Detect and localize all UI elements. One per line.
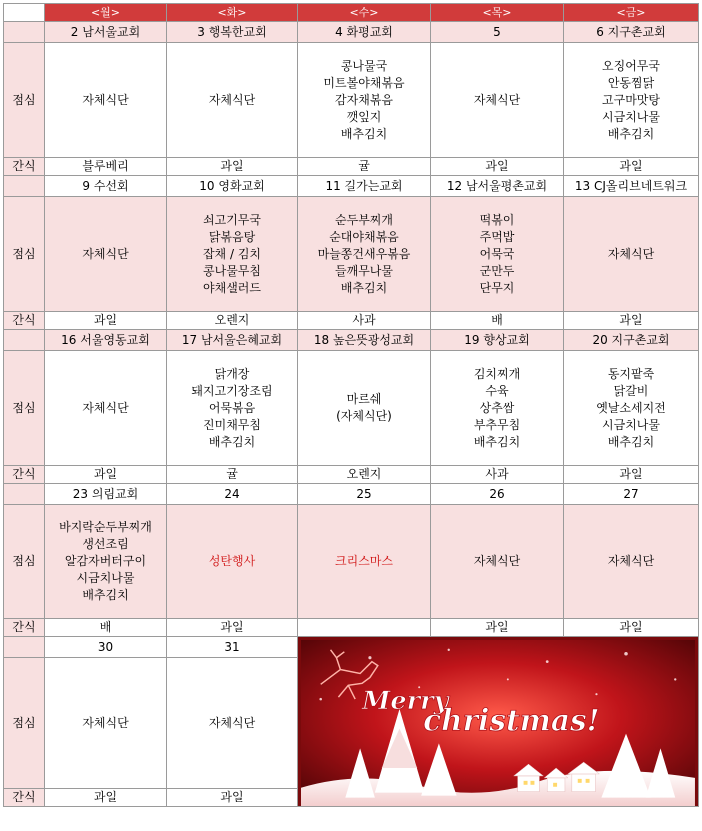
menu-item: 동지팥죽 xyxy=(607,366,655,381)
menu-item: 닭볶음탕 xyxy=(208,229,256,244)
menu-item: 자체식단 xyxy=(82,400,129,415)
date-cell: 6 지구촌교회 xyxy=(564,22,699,43)
menu-item: 시금치나물 xyxy=(602,417,660,432)
snack-cell: 배 xyxy=(45,619,167,637)
snack-cell: 오렌지 xyxy=(298,466,431,484)
menu-item: 쇠고기무국 xyxy=(203,212,261,227)
date-cell: 25 xyxy=(298,484,431,505)
lunch-cell xyxy=(167,658,298,789)
lunch-cell xyxy=(167,351,298,466)
menu-item: 군만두 xyxy=(479,263,515,278)
menu-item: 배추김치 xyxy=(208,434,256,449)
menu-item: 잡채 / 김치 xyxy=(202,246,262,261)
lunch-cell xyxy=(564,197,699,312)
menu-item: 떡볶이 xyxy=(479,212,515,227)
menu-item: 들깨무나물 xyxy=(335,263,393,278)
menu-item: 닭갈비 xyxy=(613,383,649,398)
date-cell: 31 xyxy=(167,637,298,658)
date-cell: 27 xyxy=(564,484,699,505)
menu-item: 닭개장 xyxy=(214,366,250,381)
menu-item: 어묵볶음 xyxy=(208,400,256,415)
snack-cell: 과일 xyxy=(431,619,564,637)
event-text: 성탄행사 xyxy=(208,554,256,568)
menu-item: 시금치나물 xyxy=(602,109,660,124)
lunch-cell xyxy=(167,197,298,312)
week5-date-row xyxy=(4,637,699,658)
week3-lunch-row xyxy=(4,351,699,466)
snack-cell: 과일 xyxy=(167,619,298,637)
menu-item: 부추무침 xyxy=(473,417,521,432)
date-corner xyxy=(4,22,45,43)
menu-item: 생선조림 xyxy=(82,537,129,551)
menu-item: 자체식단 xyxy=(82,246,129,261)
menu-item: 순두부찌개 xyxy=(335,212,393,227)
date-cell: 3 행복한교회 xyxy=(167,22,298,43)
menu-item: 순대야채볶음 xyxy=(329,229,399,244)
menu-item: 콩나물무침 xyxy=(203,263,261,278)
lunch-label: 점심 xyxy=(4,505,45,619)
header-mon: <월> xyxy=(45,4,167,22)
date-corner xyxy=(4,484,45,505)
menu-item: 오징어무국 xyxy=(602,58,660,73)
header-fri: <금> xyxy=(564,4,699,22)
lunch-cell xyxy=(431,43,564,158)
lunch-cell xyxy=(431,351,564,466)
lunch-cell xyxy=(45,43,167,158)
date-cell: 4 화평교회 xyxy=(298,22,431,43)
lunch-cell xyxy=(167,43,298,158)
date-cell: 20 지구촌교회 xyxy=(564,330,699,351)
menu-item: 주먹밥 xyxy=(479,229,515,244)
header-tue: <화> xyxy=(167,4,298,22)
date-cell: 24 xyxy=(167,484,298,505)
week1-date-row xyxy=(4,22,699,43)
lunch-cell xyxy=(298,43,431,158)
menu-item: 야채샐러드 xyxy=(203,280,261,295)
lunch-cell xyxy=(431,197,564,312)
header-thu: <목> xyxy=(431,4,564,22)
menu-item: 자체식단 xyxy=(473,554,521,568)
date-cell: 2 남서울교회 xyxy=(45,22,167,43)
date-cell: 26 xyxy=(431,484,564,505)
snack-cell: 블루베리 xyxy=(45,158,167,176)
merry-text: Merry xyxy=(362,685,449,716)
lunch-cell xyxy=(431,505,564,619)
snack-cell: 배 xyxy=(431,312,564,330)
week2-date-row xyxy=(4,176,699,197)
menu-item: 어묵국 xyxy=(479,246,515,261)
week1-snack-row xyxy=(4,158,699,176)
date-cell: 23 의림교회 xyxy=(45,484,167,505)
date-corner xyxy=(4,637,45,658)
menu-item: 깻잎지 xyxy=(346,109,382,124)
week1-lunch-row xyxy=(4,43,699,158)
snack-cell: 과일 xyxy=(167,158,298,176)
lunch-cell xyxy=(298,197,431,312)
menu-item: 고구마맛탕 xyxy=(602,92,660,107)
snack-cell: 과일 xyxy=(45,789,167,807)
menu-item: 자체식단 xyxy=(473,92,521,107)
week3-date-row xyxy=(4,330,699,351)
menu-item: 상추쌈 xyxy=(479,400,515,415)
menu-item: 배추김치 xyxy=(340,126,388,141)
week4-snack-row xyxy=(4,619,699,637)
menu-item: 자체식단 xyxy=(607,554,655,568)
week4-lunch-row xyxy=(4,505,699,619)
header-corner xyxy=(4,4,45,22)
date-corner xyxy=(4,176,45,197)
snack-label: 간식 xyxy=(4,158,45,176)
snack-cell: 과일 xyxy=(564,312,699,330)
menu-item: 감자채볶음 xyxy=(335,92,393,107)
menu-item: 자체식단 xyxy=(82,92,129,107)
lunch-cell xyxy=(45,351,167,466)
menu-item: 알감자버터구이 xyxy=(64,554,147,568)
week2-lunch-row xyxy=(4,197,699,312)
date-corner xyxy=(4,330,45,351)
lunch-cell xyxy=(45,658,167,789)
lunch-cell xyxy=(45,197,167,312)
lunch-label: 점심 xyxy=(4,351,45,466)
christmas-illustration xyxy=(301,640,695,807)
christmas-image xyxy=(298,637,699,807)
week2-snack-row xyxy=(4,312,699,330)
menu-item: 배추김치 xyxy=(340,280,388,295)
snack-cell: 과일 xyxy=(45,466,167,484)
menu-item: 옛날소세지전 xyxy=(596,400,666,415)
lunch-cell xyxy=(564,351,699,466)
date-cell: 18 높은뜻광성교회 xyxy=(298,330,431,351)
menu-item: 김치찌개 xyxy=(473,366,521,381)
lunch-label: 점심 xyxy=(4,43,45,158)
menu-item: 배추김치 xyxy=(607,126,655,141)
menu-item: 배추김치 xyxy=(473,434,521,449)
snack-label: 간식 xyxy=(4,466,45,484)
menu-item: (자체식단) xyxy=(336,409,392,423)
date-cell: 10 영화교회 xyxy=(167,176,298,197)
snack-cell: 사과 xyxy=(298,312,431,330)
date-cell: 16 서울영동교회 xyxy=(45,330,167,351)
date-cell: 5 xyxy=(431,22,564,43)
date-cell: 19 향상교회 xyxy=(431,330,564,351)
snack-cell: 과일 xyxy=(564,158,699,176)
lunch-cell xyxy=(564,505,699,619)
week3-snack-row xyxy=(4,466,699,484)
menu-item: 자체식단 xyxy=(82,715,129,730)
menu-item: 자체식단 xyxy=(607,246,655,261)
snack-label: 간식 xyxy=(4,619,45,637)
snack-cell: 과일 xyxy=(431,158,564,176)
snack-cell: 과일 xyxy=(564,466,699,484)
date-cell: 17 남서울은혜교회 xyxy=(167,330,298,351)
lunch-menu-table xyxy=(3,3,699,807)
snack-cell: 사과 xyxy=(431,466,564,484)
snack-cell: 과일 xyxy=(167,789,298,807)
snack-cell: 귤 xyxy=(298,158,431,176)
header-wed: <수> xyxy=(298,4,431,22)
date-cell: 13 CJ올리브네트워크 xyxy=(564,176,699,197)
menu-item: 콩나물국 xyxy=(340,58,388,73)
snack-cell: 귤 xyxy=(167,466,298,484)
menu-item: 단무지 xyxy=(479,280,515,295)
menu-item: 마르쉐 xyxy=(346,392,382,406)
lunch-cell xyxy=(45,505,167,619)
date-cell: 9 수선회 xyxy=(45,176,167,197)
menu-item: 수육 xyxy=(485,383,509,398)
lunch-cell xyxy=(167,505,298,619)
snack-label: 간식 xyxy=(4,789,45,807)
menu-item: 자체식단 xyxy=(208,92,256,107)
snack-label: 간식 xyxy=(4,312,45,330)
menu-item: 시금치나물 xyxy=(76,571,135,585)
lunch-cell xyxy=(298,351,431,466)
week4-date-row xyxy=(4,484,699,505)
lunch-cell xyxy=(298,505,431,619)
snack-cell: 오렌지 xyxy=(167,312,298,330)
snack-cell: 과일 xyxy=(564,619,699,637)
menu-item: 돼지고기장조림 xyxy=(191,383,273,398)
menu-item: 미트볼야채볶음 xyxy=(323,75,405,90)
christmas-text: christmas! xyxy=(423,702,600,738)
menu-item: 배추김치 xyxy=(82,588,129,602)
lunch-label: 점심 xyxy=(4,197,45,312)
date-cell: 11 길가는교회 xyxy=(298,176,431,197)
lunch-label: 점심 xyxy=(4,658,45,789)
date-cell: 12 남서울평촌교회 xyxy=(431,176,564,197)
snack-cell xyxy=(298,619,431,637)
date-cell: 30 xyxy=(45,637,167,658)
weekday-header-row xyxy=(4,4,699,22)
snack-cell: 과일 xyxy=(45,312,167,330)
menu-item: 자체식단 xyxy=(208,715,256,730)
event-text: 크리스마스 xyxy=(335,554,393,568)
lunch-cell xyxy=(564,43,699,158)
menu-item: 바지락순두부찌개 xyxy=(59,520,152,534)
menu-item: 배추김치 xyxy=(607,434,655,449)
menu-item: 안동찜닭 xyxy=(607,75,655,90)
menu-item: 마늘쫑건새우볶음 xyxy=(317,246,411,261)
menu-item: 진미채무침 xyxy=(203,417,261,432)
